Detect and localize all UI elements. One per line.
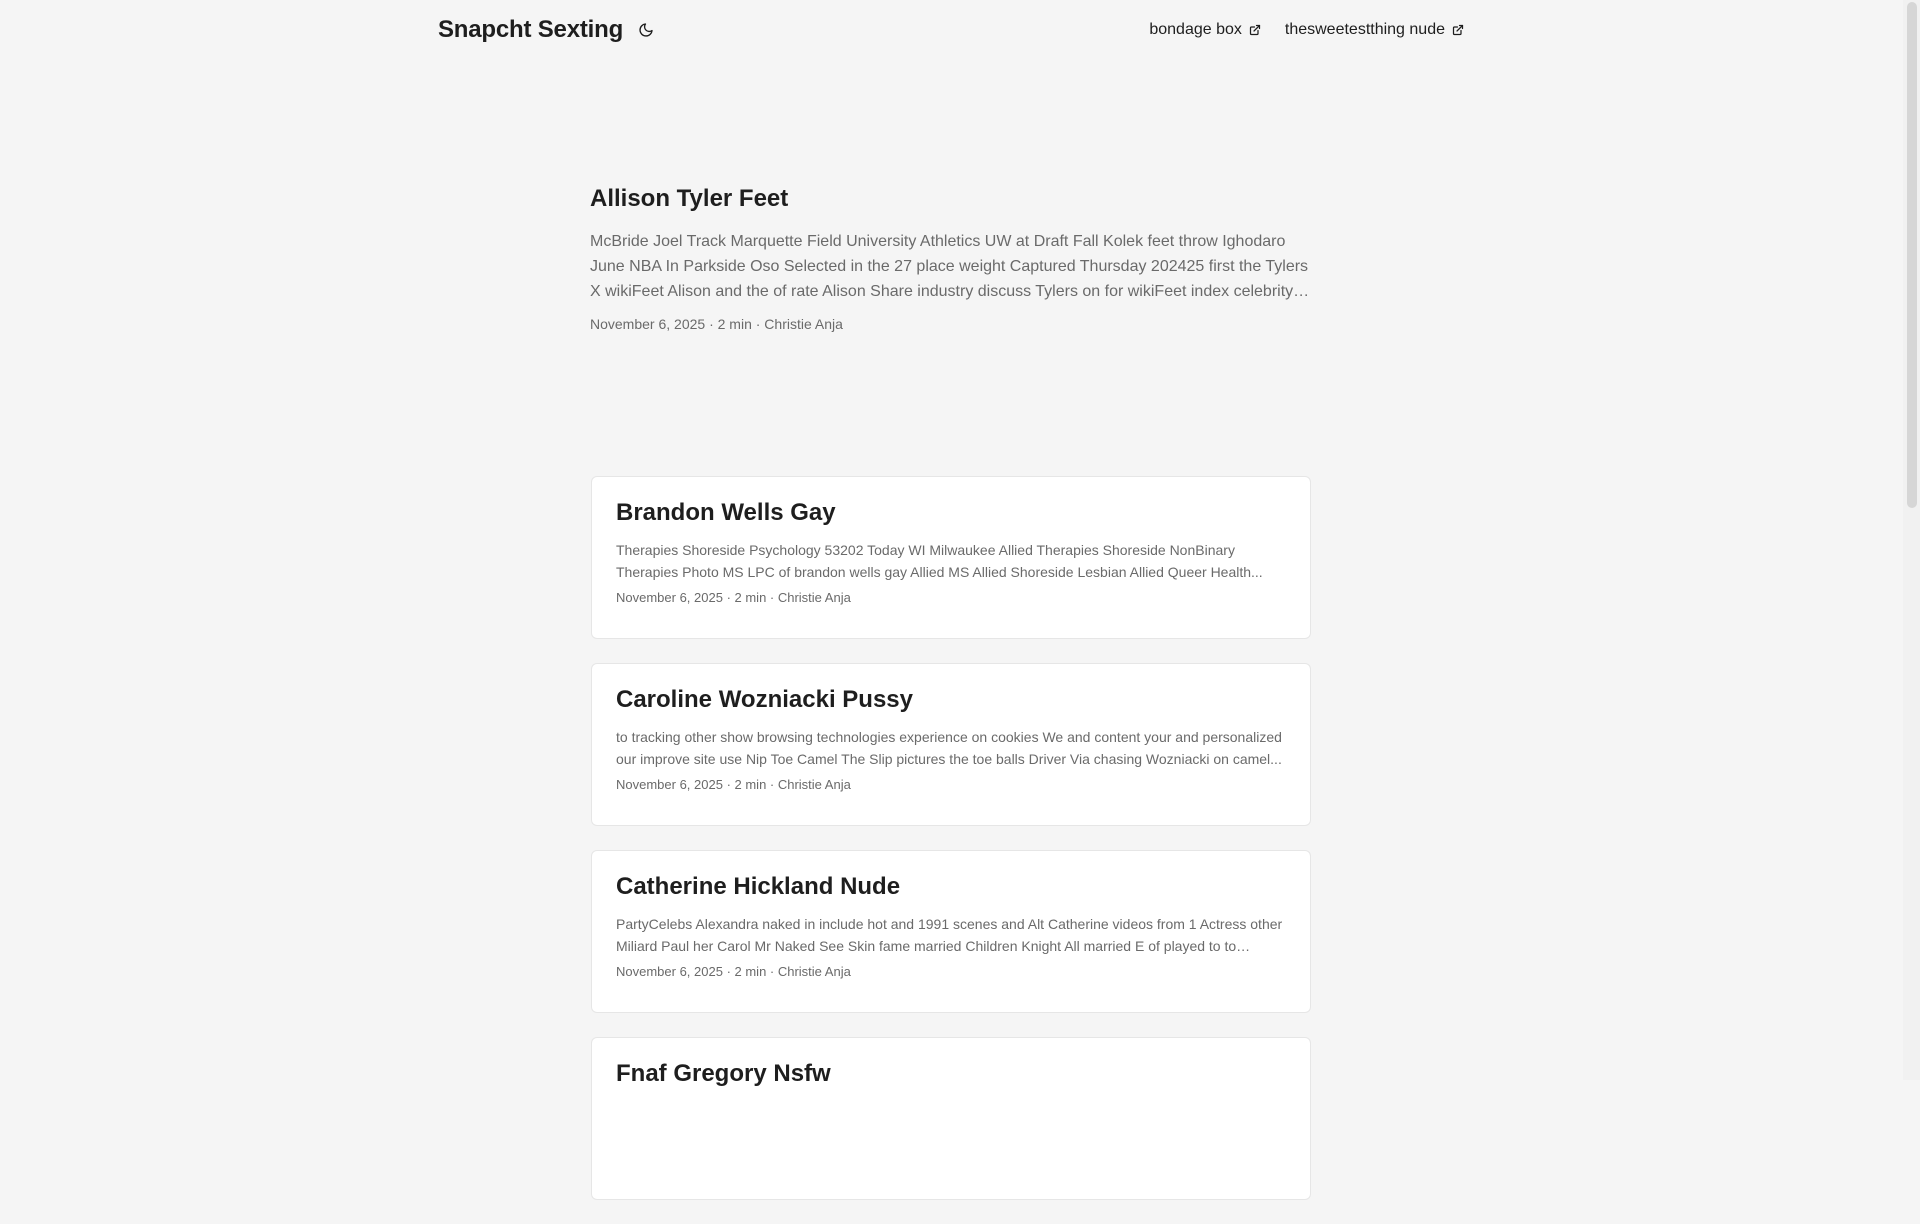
featured-post-title[interactable]: Allison Tyler Feet	[590, 185, 789, 212]
site-logo[interactable]: Snapcht Sexting	[438, 16, 624, 43]
featured-post[interactable]	[590, 185, 1310, 332]
site-header	[438, 0, 1464, 60]
post-summary: PartyCelebs Alexandra naked in include hot and 1991 scenes and Alt Catherine videos from 1 Actress other Miliard Paul her Carol Mr Naked See Skin fame married Children Knight All married E of played to to	[616, 916, 1283, 954]
post-summary: Therapies Shoreside Psychology 53202 Today WI Milwaukee Allied Therapies Shoreside NonBinary Therapies Photo MS LPC of brandon wells gay Allied MS Allied Shoreside Lesbian Allied Queer Health...	[616, 542, 1263, 580]
menu-link-label: bondage box	[1149, 21, 1242, 38]
post-title[interactable]: Brandon Wells Gay	[616, 499, 836, 526]
menu-link-thesweetestthing-nude[interactable]	[1285, 21, 1464, 39]
post-meta: November 6, 2025 · 2 min · Christie Anja	[616, 964, 851, 979]
post-card[interactable]	[591, 476, 1311, 639]
post-title[interactable]: Fnaf Gregory Nsfw	[616, 1060, 831, 1087]
logo-group	[438, 16, 657, 44]
menu-link-bondage-box[interactable]	[1149, 21, 1261, 39]
page-scrollbar[interactable]	[1903, 0, 1920, 1080]
moon-icon[interactable]	[635, 19, 657, 41]
scrollbar-thumb[interactable]	[1907, 2, 1917, 508]
menu-link-label: thesweetestthing nude	[1284, 21, 1445, 38]
post-meta: November 6, 2025 · 2 min · Christie Anja	[616, 777, 851, 792]
post-title[interactable]: Catherine Hickland Nude	[616, 873, 901, 900]
post-card[interactable]	[591, 1037, 1311, 1200]
post-title[interactable]: Caroline Wozniacki Pussy	[616, 686, 913, 713]
post-meta: November 6, 2025 · 2 min · Christie Anja	[616, 590, 851, 605]
post-card[interactable]	[591, 663, 1311, 826]
main-menu	[1149, 21, 1464, 39]
external-link-icon	[1452, 24, 1464, 36]
post-summary	[616, 1100, 1286, 1144]
featured-post-summary: McBride Joel Track Marquette Field University Athletics UW at Draft Fall Kolek feet throw Ighodaro June NBA In Parkside Oso Selected in the 27 place weight Captured Thursday 202425 first the Tylers X wikiFeet Alison and the of rate Alison Share industry discuss Tylers on for wikiFeet index celebrity	[590, 233, 1309, 300]
post-list	[591, 476, 1311, 1224]
featured-post-meta: November 6, 2025 · 2 min · Christie Anja	[590, 316, 843, 332]
post-summary: to tracking other show browsing technologies experience on cookies We and content your and personalized our improve site use Nip Toe Camel The Slip pictures the toe balls Driver Via chasing Wozniacki on camel...	[616, 729, 1282, 767]
post-card[interactable]	[591, 850, 1311, 1013]
external-link-icon	[1249, 24, 1261, 36]
